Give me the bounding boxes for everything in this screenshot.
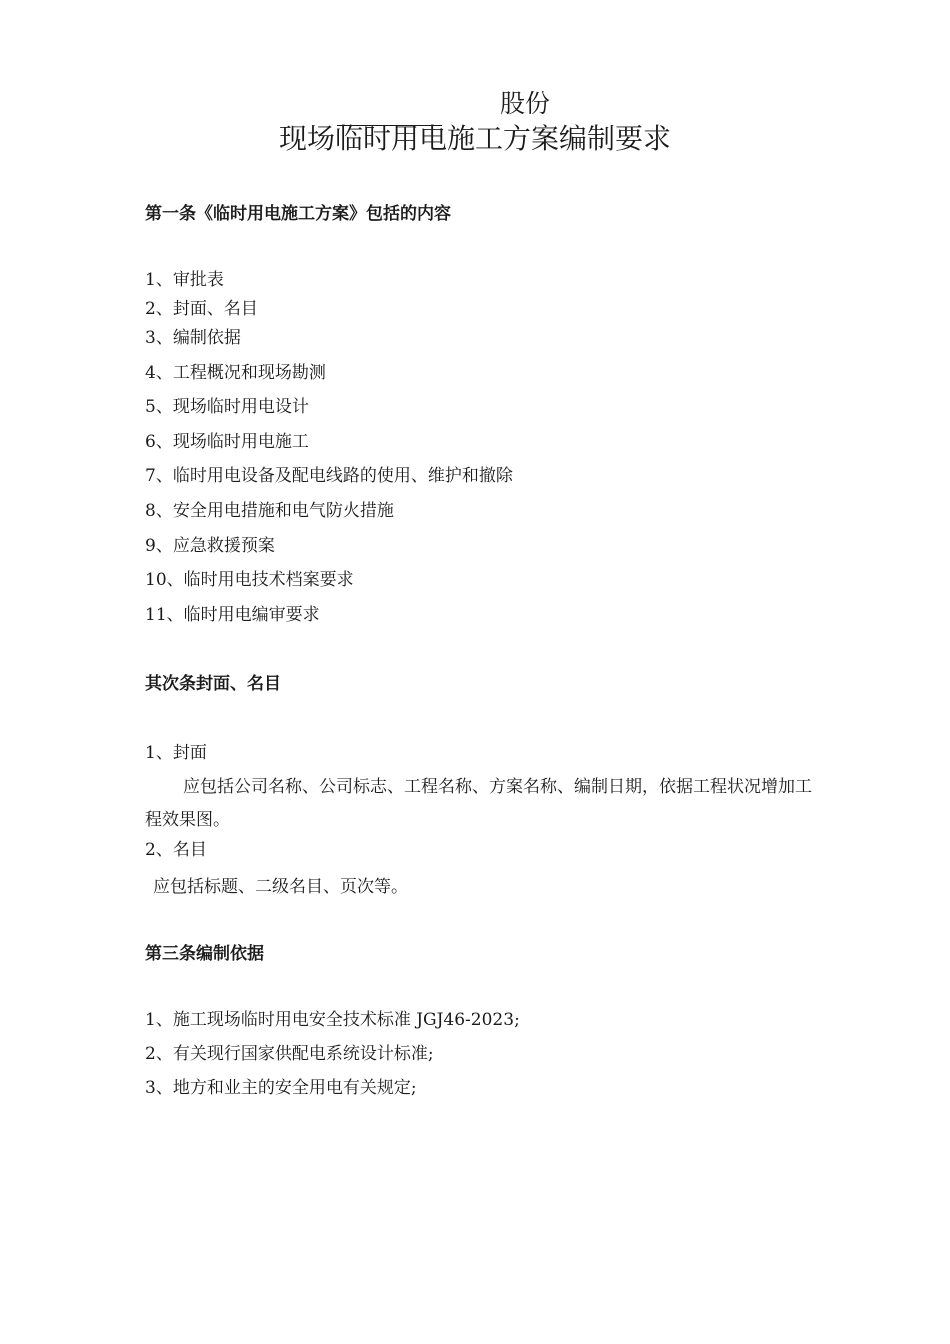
section-heading-3: 第三条编制依据 [145,944,264,964]
list-item: 1、审批表 [145,270,224,290]
list-item: 3、编制依据 [145,328,241,348]
list-item: 1、施工现场临时用电安全技术标准 JGJ46-2023; [145,1010,520,1030]
company-title: 股份 [499,89,550,118]
section-heading-1: 第一条《临时用电施工方案》包括的内容 [145,204,451,224]
list-item: 2、有关现行国家供配电系统设计标准; [145,1044,434,1064]
section-heading-2: 其次条封面、名目 [145,674,281,694]
document-title: 现场临时用电施工方案编制要求 [278,122,671,155]
list-item: 8、安全用电措施和电气防火措施 [145,501,394,521]
list-item: 11、临时用电编审要求 [145,605,320,625]
list-item: 4、工程概况和现场勘测 [145,363,326,383]
list-item: 9、应急救援预案 [145,536,275,556]
paragraph: 应包括公司名称、公司标志、工程名称、方案名称、编制日期，依据工程状况增加工程效果图。 [145,777,812,830]
list-item: 2、封面、名目 [145,299,258,319]
list-item: 6、现场临时用电施工 [145,432,309,452]
list-item: 3、地方和业主的安全用电有关规定; [145,1078,417,1098]
paragraph: 应包括标题、二级名目、页次等。 [153,877,408,897]
subsection-title: 1、封面 [145,743,207,763]
list-item: 10、临时用电技术档案要求 [145,570,354,590]
list-item: 5、现场临时用电设计 [145,397,309,417]
subsection-title: 2、名目 [145,840,207,860]
list-item: 7、临时用电设备及配电线路的使用、维护和撤除 [145,466,513,486]
